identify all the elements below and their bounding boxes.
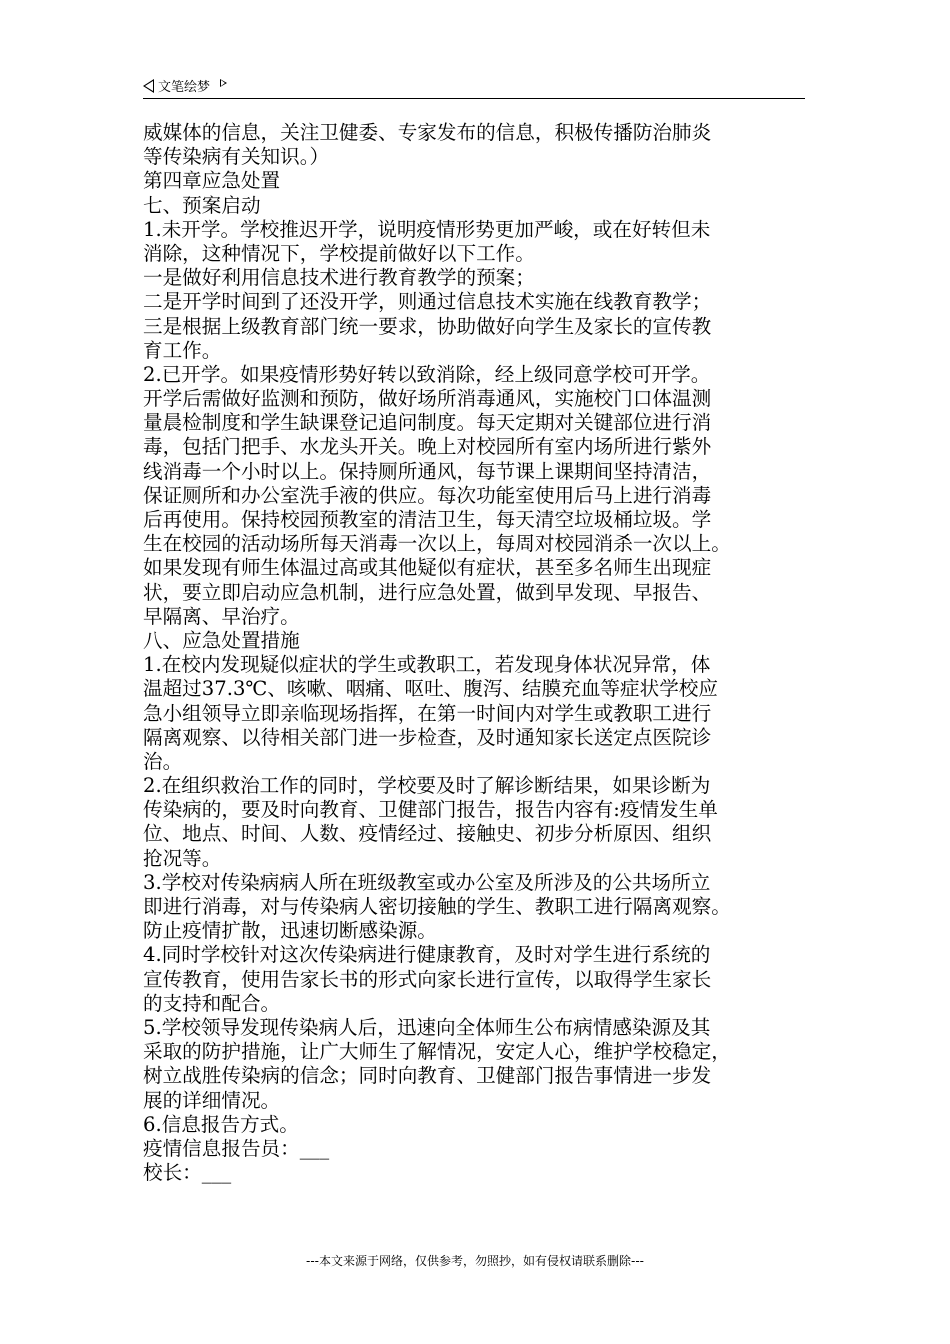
text-line: 5.学校领导发现传染病人后，迅速向全体师生公布病情感染源及其	[143, 1015, 711, 1039]
text-line: 1.未开学。学校推迟开学，说明疫情形势更加严峻，或在好转但未	[143, 217, 711, 241]
text-line: 威媒体的信息，关注卫健委、专家发布的信息，积极传播防治肺炎	[143, 121, 712, 144]
text-line: 一是做好利用信息技术进行教育教学的预案；	[143, 266, 535, 290]
text-line: 抢况等。	[143, 846, 222, 870]
text-line: 位、地点、时间、人数、疫情经过、接触史、初步分析原因、组织	[143, 822, 712, 846]
brand-mark	[143, 76, 227, 95]
text-line: 4.同时学校针对这次传染病进行健康教育，及时对学生进行系统的	[143, 943, 711, 967]
text-line: 温超过37.3℃、咳嗽、咽痛、呕吐、腹泻、结膜充血等症状学校应	[143, 677, 718, 701]
text-line: 保证厕所和办公室洗手液的供应。每次功能室使用后马上进行消毒	[143, 483, 712, 507]
text-line: 生在校园的活动场所每天消毒一次以上，每周对校园消杀一次以上。	[143, 532, 731, 556]
footer-disclaimer: ---本文来源于网络，仅供参考，勿照抄，如有侵权请联系删除---	[306, 1254, 644, 1268]
text-line: 的支持和配合。	[143, 991, 281, 1015]
text-line: 传染病的，要及时向教育、卫健部门报告，报告内容有:疫情发生单	[143, 798, 718, 822]
text-line: 隔离观察、以待相关部门进一步检查，及时通知家长送定点医院诊	[143, 725, 712, 749]
text-line: 急小组领导立即亲临现场指挥，在第一时间内对学生或教职工进行	[143, 701, 712, 725]
text-line: 育工作。	[143, 338, 222, 362]
text-line: 状，要立即启动应急机制，进行应急处置，做到早发现、早报告、	[143, 580, 712, 604]
text-line: 防止疫情扩散，迅速切断感染源。	[143, 919, 437, 943]
text-line: 早隔离、早治疗。	[143, 604, 300, 628]
text-line: 如果发现有师生体温过高或其他疑似有症状，甚至多名师生出现症	[143, 556, 712, 580]
page-header	[143, 72, 805, 99]
text-line: 治。	[143, 749, 183, 773]
brand-name: 文笔绘梦	[158, 80, 211, 95]
text-line: 第四章应急处置	[143, 169, 281, 193]
text-line: 采取的防护措施，让广大师生了解情况，安定人心，维护学校稳定，	[143, 1040, 731, 1064]
text-line: 毒，包括门把手、水龙头开关。晚上对校园所有室内场所进行紫外	[143, 435, 712, 459]
text-line: 疫情信息报告员：___	[143, 1136, 330, 1160]
text-line: 量晨检制度和学生缺课登记追问制度。每天定期对关键部位进行消	[143, 411, 712, 435]
text-line: 八、应急处置措施	[143, 628, 300, 652]
right-triangle-icon	[220, 79, 227, 87]
text-line: 后再使用。保持校园预教室的清洁卫生，每天清空垃圾桶垃圾。学	[143, 508, 712, 531]
text-line: 1.在校内发现疑似症状的学生或教职工，若发现身体状况异常，体	[143, 653, 711, 677]
text-line: 2.已开学。如果疫情形势好转以致消除，经上级同意学校可开学。	[143, 362, 711, 386]
text-line: 6.信息报告方式。	[143, 1112, 299, 1136]
text-line: 校长：___	[143, 1161, 232, 1185]
text-line: 3.学校对传染病病人所在班级教室或办公室及所涉及的公共场所立	[143, 870, 711, 894]
text-line: 线消毒一个小时以上。保持厕所通风，每节课上课期间坚持清洁，	[143, 459, 712, 483]
text-line: 二是开学时间到了还没开学，则通过信息技术实施在线教育教学；	[143, 290, 712, 314]
text-line: 开学后需做好监测和预防，做好场所消毒通风，实施校门口体温测	[143, 387, 712, 411]
left-triangle-icon	[143, 79, 154, 93]
text-line: 宣传教育，使用告家长书的形式向家长进行宣传，以取得学生家长	[143, 967, 712, 991]
text-line: 展的详细情况。	[143, 1088, 281, 1112]
text-line: 等传染病有关知识。）	[143, 145, 330, 169]
text-line: 即进行消毒，对与传染病人密切接触的学生、教职工进行隔离观察。	[143, 895, 731, 918]
document-body	[143, 121, 811, 1185]
text-line: 七、预案启动	[143, 193, 261, 217]
text-line: 树立战胜传染病的信念；同时向教育、卫健部门报告事情进一步发	[143, 1064, 712, 1088]
text-line: 三是根据上级教育部门统一要求，协助做好向学生及家长的宣传教	[143, 314, 712, 338]
text-line: 2.在组织救治工作的同时，学校要及时了解诊断结果，如果诊断为	[143, 774, 711, 798]
text-line: 消除，这种情况下，学校提前做好以下工作。	[143, 241, 535, 265]
